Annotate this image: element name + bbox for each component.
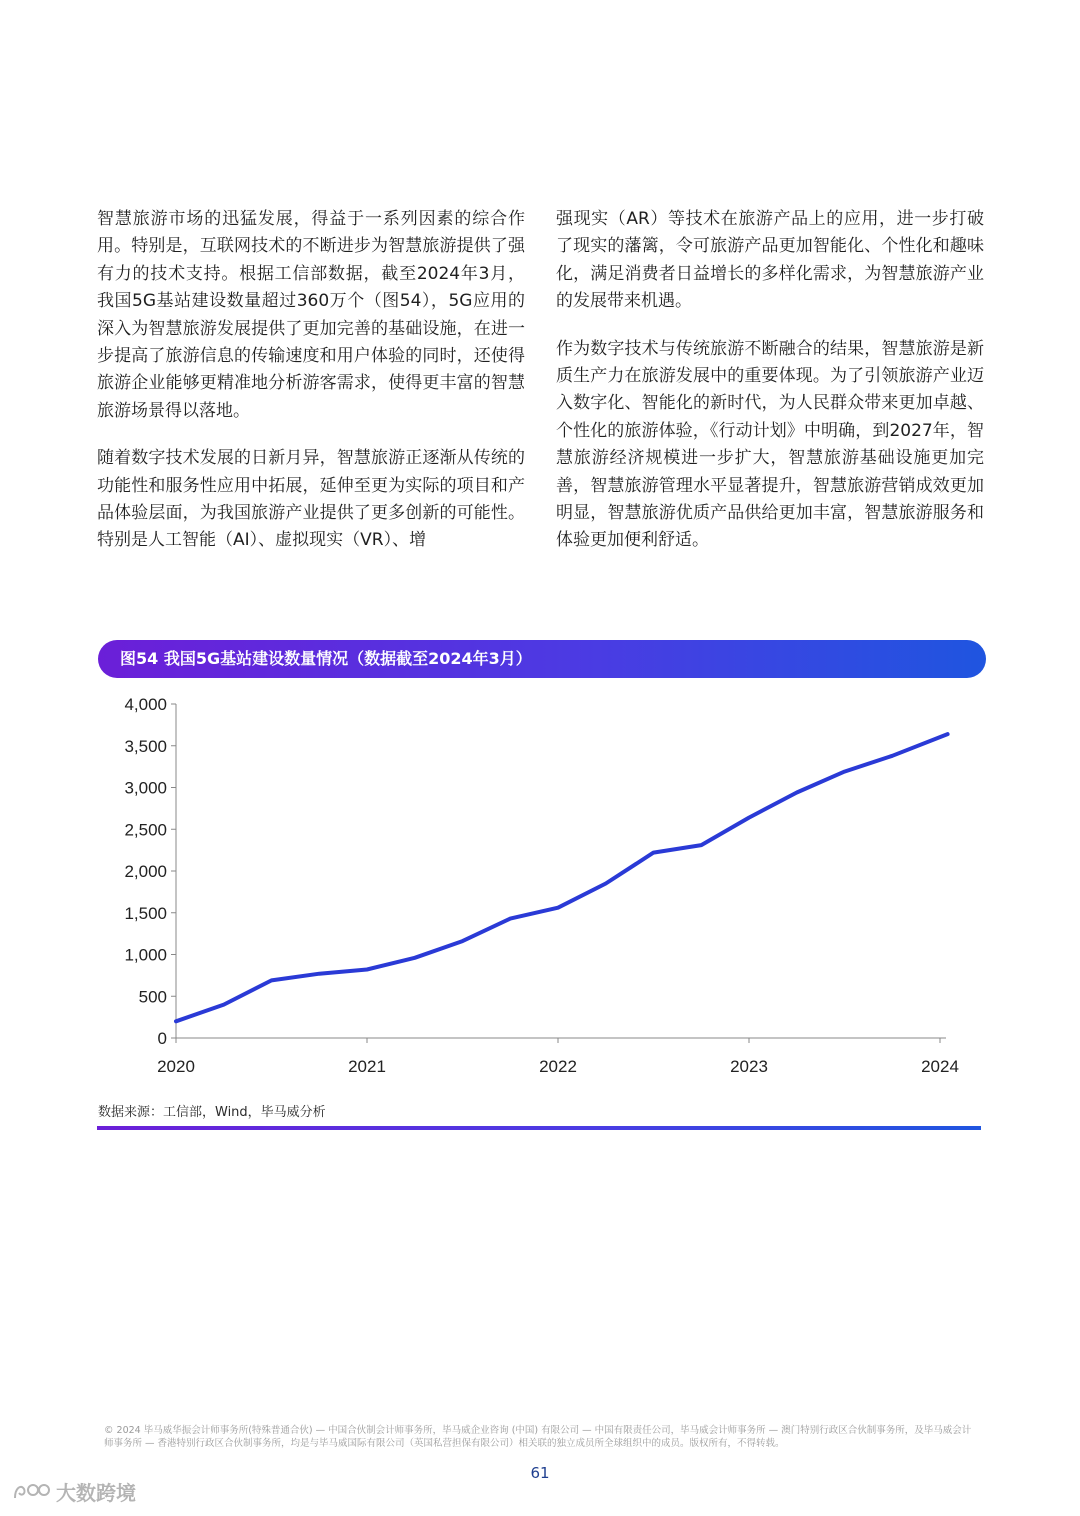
x-tick-label: 2021 (348, 1057, 386, 1076)
y-axis (124, 695, 176, 1048)
watermark (12, 1478, 136, 1504)
data-point (175, 1020, 178, 1023)
data-point (891, 754, 894, 757)
data-point (413, 956, 416, 959)
body-column-left (97, 206, 525, 575)
y-tick-label: 2,500 (124, 820, 167, 840)
x-tick-label: 2023 (730, 1057, 768, 1076)
x-axis (157, 1038, 959, 1076)
series-line (176, 734, 948, 1021)
figure-title-banner (98, 640, 986, 678)
data-point (700, 844, 703, 847)
data-point (652, 851, 655, 854)
x-tick-label: 2020 (157, 1057, 195, 1076)
y-tick-label: 4,000 (124, 695, 167, 714)
data-point (509, 917, 512, 920)
data-point (461, 940, 464, 943)
data-point (366, 968, 369, 971)
figure-bottom-rule (97, 1126, 981, 1130)
data-point (557, 906, 560, 909)
data-point (604, 882, 607, 885)
series-group (175, 733, 950, 1023)
body-paragraph: 智慧旅游市场的迅猛发展，得益于一系列因素的综合作用。特别是，互联网技术的不断进步为智慧旅游提供了强有力的技术支持。根据工信部数据，截至2024年3月，我国5G基站建设数量超过360万个（图54），5G应用的深入为智慧旅游发展提供了更加完善的基础设施，在进一步提高了旅游信息的传输速度和用户体验的同时，还使得旅游企业能够更精准地分析游客需求，使得更丰富的智慧旅游场景得以落地。 (97, 209, 525, 421)
x-tick-label: 2024 (921, 1057, 959, 1076)
y-tick-label: 500 (138, 987, 167, 1007)
data-point (222, 1003, 225, 1006)
y-tick-label: 3,000 (124, 778, 167, 798)
data-point (318, 972, 321, 975)
watermark-logo-icon (12, 1480, 50, 1502)
data-point (270, 979, 273, 982)
watermark-text: 大数跨境 (56, 1480, 136, 1505)
line-chart (98, 688, 978, 1088)
y-tick-label: 0 (157, 1029, 167, 1048)
figure-title: 图54 我国5G基站建设数量情况（数据截至2024年3月） (120, 649, 532, 668)
x-tick-label: 2022 (539, 1057, 577, 1076)
data-point (946, 733, 949, 736)
footer-legal-text: © 2024 毕马威华振会计师事务所(特殊普通合伙) — 中国合伙制会计师事务所，毕马威企业咨询 (中国) 有限公司 — 中国有限责任公司，毕马威会计师事务所 — 澳门特别行政区合伙制事务所，及毕马威会计师事务所 — 香港特别行政区合伙制事务所，均是与毕马威国际有限公司（英国私营担保有限公司）相关联的独立成员所全球组织中的成员。版权所有，不得转载。 (104, 1425, 972, 1449)
y-tick-label: 1,000 (124, 945, 167, 965)
body-paragraph: 强现实（AR）等技术在旅游产品上的应用，进一步打破了现实的藩篱，令可旅游产品更加智能化、个性化和趣味化，满足消费者日益增长的多样化需求，为智慧旅游产业的发展带来机遇。 (556, 209, 984, 312)
page-number: 61 (530, 1464, 550, 1482)
data-point (748, 816, 751, 819)
figure-source-note: 数据来源：工信部，Wind，毕马威分析 (98, 1105, 326, 1120)
body-paragraph: 作为数字技术与传统旅游不断融合的结果，智慧旅游是新质生产力在旅游发展中的重要体现。为了引领旅游产业迈入数字化、智能化的新时代，为人民群众带来更加卓越、个性化的旅游体验，《行动计划》中明确，到2027年，智慧旅游经济规模进一步扩大，智慧旅游基础设施更加完善，智慧旅游管理水平显著提升，智慧旅游营销成效更加明显，智慧旅游优质产品供给更加丰富，智慧旅游服务和体验更加便利舒适。 (556, 338, 984, 551)
data-point (843, 770, 846, 773)
y-tick-label: 2,000 (124, 862, 167, 881)
body-paragraph: 随着数字技术发展的日新月异，智慧旅游正逐渐从传统的功能性和服务性应用中拓展，延伸至更为实际的项目和产品体验层面，为我国旅游产业提供了更多创新的可能性。特别是人工智能（AI）、虚拟现实（VR）、增 (97, 448, 525, 551)
body-column-right (556, 206, 984, 575)
y-tick-label: 3,500 (124, 736, 167, 756)
y-tick-label: 1,500 (124, 903, 167, 923)
data-point (795, 791, 798, 794)
